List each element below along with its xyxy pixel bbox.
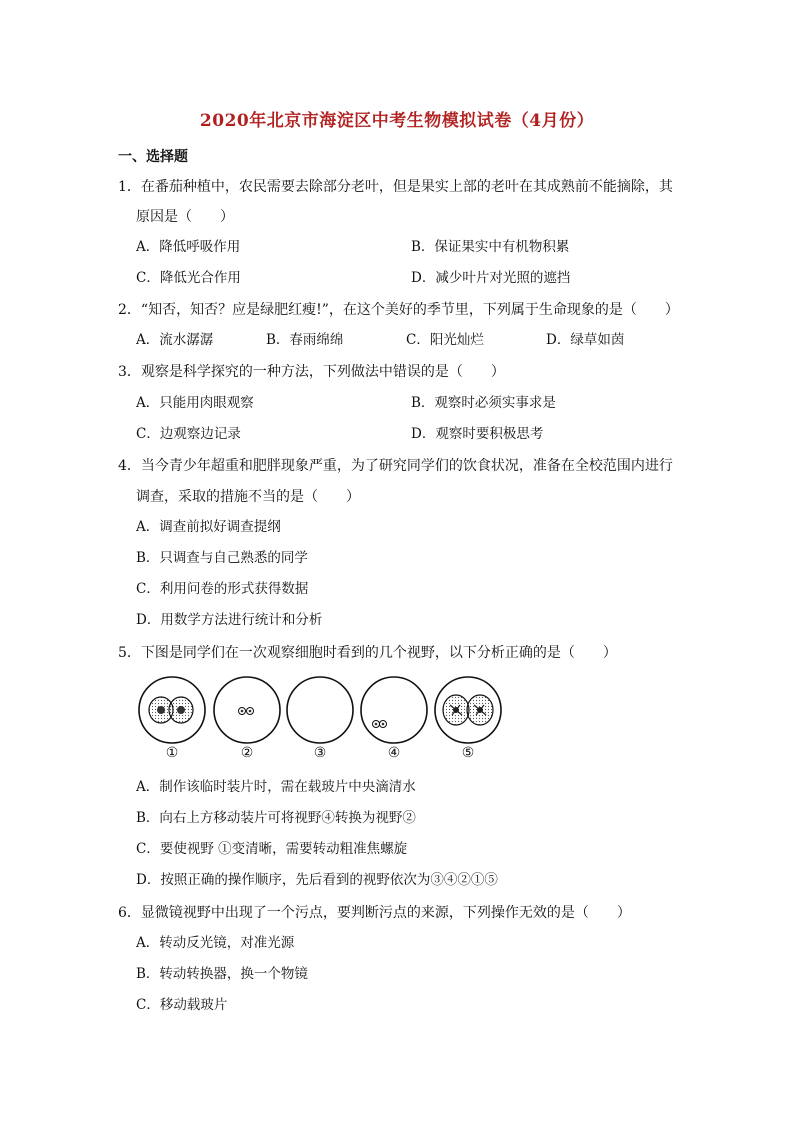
question-4-option-d[interactable]: D．用数学方法进行统计和分析 bbox=[136, 612, 323, 628]
question-4-stem-cont: 调查，采取的措施不当的是（ ） bbox=[136, 489, 360, 505]
question-6-option-c[interactable]: C．移动载玻片 bbox=[136, 997, 228, 1013]
field-2 bbox=[214, 677, 280, 743]
question-2-option-b[interactable]: B．春雨绵绵 bbox=[266, 332, 344, 348]
question-4-stem: 4．当今青少年超重和肥胖现象严重，为了研究同学们的饮食状况，准备在全校范围内进行 bbox=[118, 458, 673, 474]
field-1 bbox=[139, 677, 205, 743]
page-title: 2020年北京市海淀区中考生物模拟试卷（4月份） bbox=[199, 111, 595, 131]
question-4-option-c[interactable]: C．利用问卷的形式获得数据 bbox=[136, 581, 309, 597]
question-4-option-b[interactable]: B．只调查与自己熟悉的同学 bbox=[136, 550, 308, 566]
question-1-stem-cont: 原因是（ ） bbox=[136, 209, 234, 225]
field-label-4: ④ bbox=[387, 745, 401, 761]
question-1-option-d[interactable]: D．减少叶片对光照的遮挡 bbox=[411, 270, 571, 286]
question-3-option-c[interactable]: C．边观察边记录 bbox=[136, 426, 241, 442]
question-3-option-a[interactable]: A．只能用肉眼观察 bbox=[136, 395, 254, 411]
microscope-fields-figure bbox=[136, 675, 506, 765]
question-3-stem: 3．观察是科学探究的一种方法，下列做法中错误的是（ ） bbox=[118, 364, 505, 380]
field-4 bbox=[361, 677, 427, 743]
question-2-option-a[interactable]: A．流水潺潺 bbox=[136, 332, 214, 348]
question-1-stem: 1．在番茄种植中，农民需要去除部分老叶，但是果实上部的老叶在其成熟前不能摘除，其 bbox=[118, 179, 673, 195]
question-2-stem: 2．“知否，知否？应是绿肥红瘦!”，在这个美好的季节里，下列属于生命现象的是（ ） bbox=[118, 302, 679, 318]
field-label-2: ② bbox=[240, 745, 254, 761]
field-5 bbox=[435, 677, 501, 743]
question-5-option-b[interactable]: B．向右上方移动装片可将视野④转换为视野② bbox=[136, 810, 416, 826]
question-5-stem: 5．下图是同学们在一次观察细胞时看到的几个视野，以下分析正确的是（ ） bbox=[118, 645, 617, 661]
question-3-option-b[interactable]: B．观察时必须实事求是 bbox=[411, 395, 556, 411]
question-1-option-b[interactable]: B．保证果实中有机物积累 bbox=[411, 239, 570, 255]
question-5-option-c[interactable]: C．要使视野 ①变清晰，需要转动粗准焦螺旋 bbox=[136, 841, 408, 857]
field-label-3: ③ bbox=[313, 745, 327, 761]
question-1-option-a[interactable]: A．降低呼吸作用 bbox=[136, 239, 241, 255]
field-3 bbox=[287, 677, 353, 743]
question-4-option-a[interactable]: A．调查前拟好调查提纲 bbox=[136, 519, 281, 535]
question-6-stem: 6．显微镜视野中出现了一个污点，要判断污点的来源，下列操作无效的是（ ） bbox=[118, 905, 631, 921]
question-2-option-c[interactable]: C．阳光灿烂 bbox=[406, 332, 484, 348]
field-label-1: ① bbox=[165, 745, 179, 761]
question-2-option-d[interactable]: D．绿草如茵 bbox=[546, 332, 625, 348]
question-3-option-d[interactable]: D．观察时要积极思考 bbox=[411, 426, 544, 442]
question-5-option-d[interactable]: D．按照正确的操作顺序，先后看到的视野依次为③④②①⑤ bbox=[136, 872, 498, 888]
question-1-option-c[interactable]: C．降低光合作用 bbox=[136, 270, 241, 286]
question-6-option-a[interactable]: A．转动反光镜，对准光源 bbox=[136, 935, 295, 951]
section-heading: 一、选择题 bbox=[118, 149, 188, 165]
question-6-option-b[interactable]: B．转动转换器，换一个物镜 bbox=[136, 966, 308, 982]
field-label-5: ⑤ bbox=[461, 745, 475, 761]
question-5-option-a[interactable]: A．制作该临时装片时，需在载玻片中央滴清水 bbox=[136, 779, 416, 795]
